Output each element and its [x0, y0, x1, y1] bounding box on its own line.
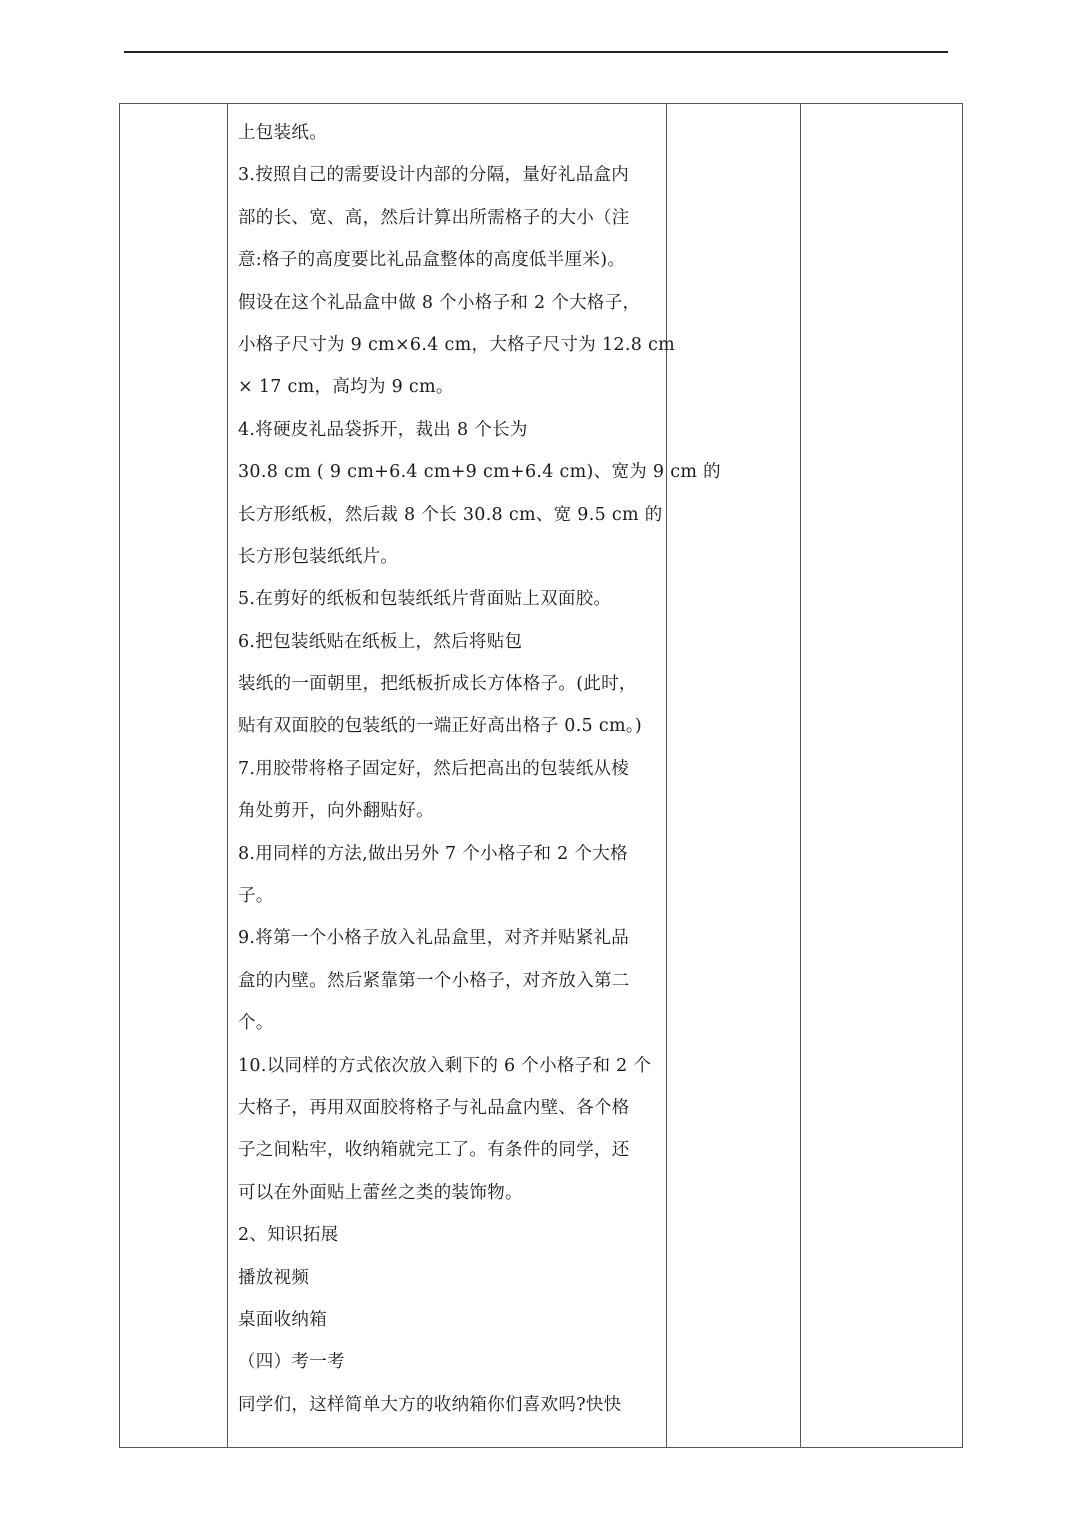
table-column-4: [801, 104, 962, 1447]
text-line: 假设在这个礼品盒中做 8 个小格子和 2 个大格子，: [238, 292, 641, 313]
text-line: （四）考一考: [238, 1352, 345, 1373]
text-line: 30.8 cm ( 9 cm+6.4 cm+9 cm+6.4 cm)、宽为 9 cm 的: [238, 462, 721, 483]
text-line: × 17 cm，高均为 9 cm。: [238, 377, 454, 398]
text-line: 大格子，再用双面胶将格子与礼品盒内壁、各个格: [238, 1097, 630, 1118]
text-line: 角处剪开，向外翻贴好。: [238, 801, 434, 822]
text-line: 长方形包装纸纸片。: [238, 546, 399, 567]
text-line: 6.把包装纸贴在纸板上，然后将贴包: [238, 631, 523, 652]
text-line: 同学们，这样简单大方的收纳箱你们喜欢吗?快快: [238, 1394, 622, 1415]
text-line: 可以在外面贴上蕾丝之类的装饰物。: [238, 1182, 523, 1203]
text-line: 个。: [238, 1013, 274, 1034]
text-line: 上包装纸。: [238, 123, 327, 143]
text-line: 7.用胶带将格子固定好，然后把高出的包装纸从棱: [238, 758, 630, 779]
text-line: 桌面收纳箱: [238, 1309, 327, 1330]
table-column-3: [667, 104, 801, 1447]
text-line: 子。: [238, 886, 274, 907]
lesson-table: [119, 103, 963, 1448]
text-line: 小格子尺寸为 9 cm×6.4 cm，大格子尺寸为 12.8 cm: [238, 334, 675, 355]
text-line: 长方形纸板，然后裁 8 个长 30.8 cm、宽 9.5 cm 的: [238, 504, 663, 525]
text-line: 装纸的一面朝里，把纸板折成长方体格子。(此时，: [238, 674, 637, 695]
text-line: 贴有双面胶的包装纸的一端正好高出格子 0.5 cm。): [238, 716, 643, 737]
text-line: 5.在剪好的纸板和包装纸纸片背面贴上双面胶。: [238, 589, 612, 610]
text-line: 部的长、宽、高，然后计算出所需格子的大小（注: [238, 207, 630, 228]
text-line: 盒的内壁。然后紧靠第一个小格子，对齐放入第二: [238, 970, 630, 991]
text-line: 9.将第一个小格子放入礼品盒里，对齐并贴紧礼品: [238, 928, 630, 949]
header-rule: [124, 51, 948, 53]
text-line: 4.将硬皮礼品袋拆开，裁出 8 个长为: [238, 419, 528, 440]
text-line: 播放视频: [238, 1267, 310, 1288]
text-line: 10.以同样的方式依次放入剩下的 6 个小格子和 2 个: [238, 1055, 652, 1076]
text-line: 意:格子的高度要比礼品盒整体的高度低半厘米)。: [238, 250, 626, 271]
text-line: 2、知识拓展: [238, 1225, 339, 1246]
text-line: 3.按照自己的需要设计内部的分隔，量好礼品盒内: [238, 165, 630, 186]
text-line: 子之间粘牢，收纳箱就完工了。有条件的同学，还: [238, 1140, 630, 1161]
text-line: 8.用同样的方法,做出另外 7 个小格子和 2 个大格: [238, 843, 628, 864]
table-column-content: [228, 104, 721, 1447]
table-column-1: [120, 104, 228, 1447]
